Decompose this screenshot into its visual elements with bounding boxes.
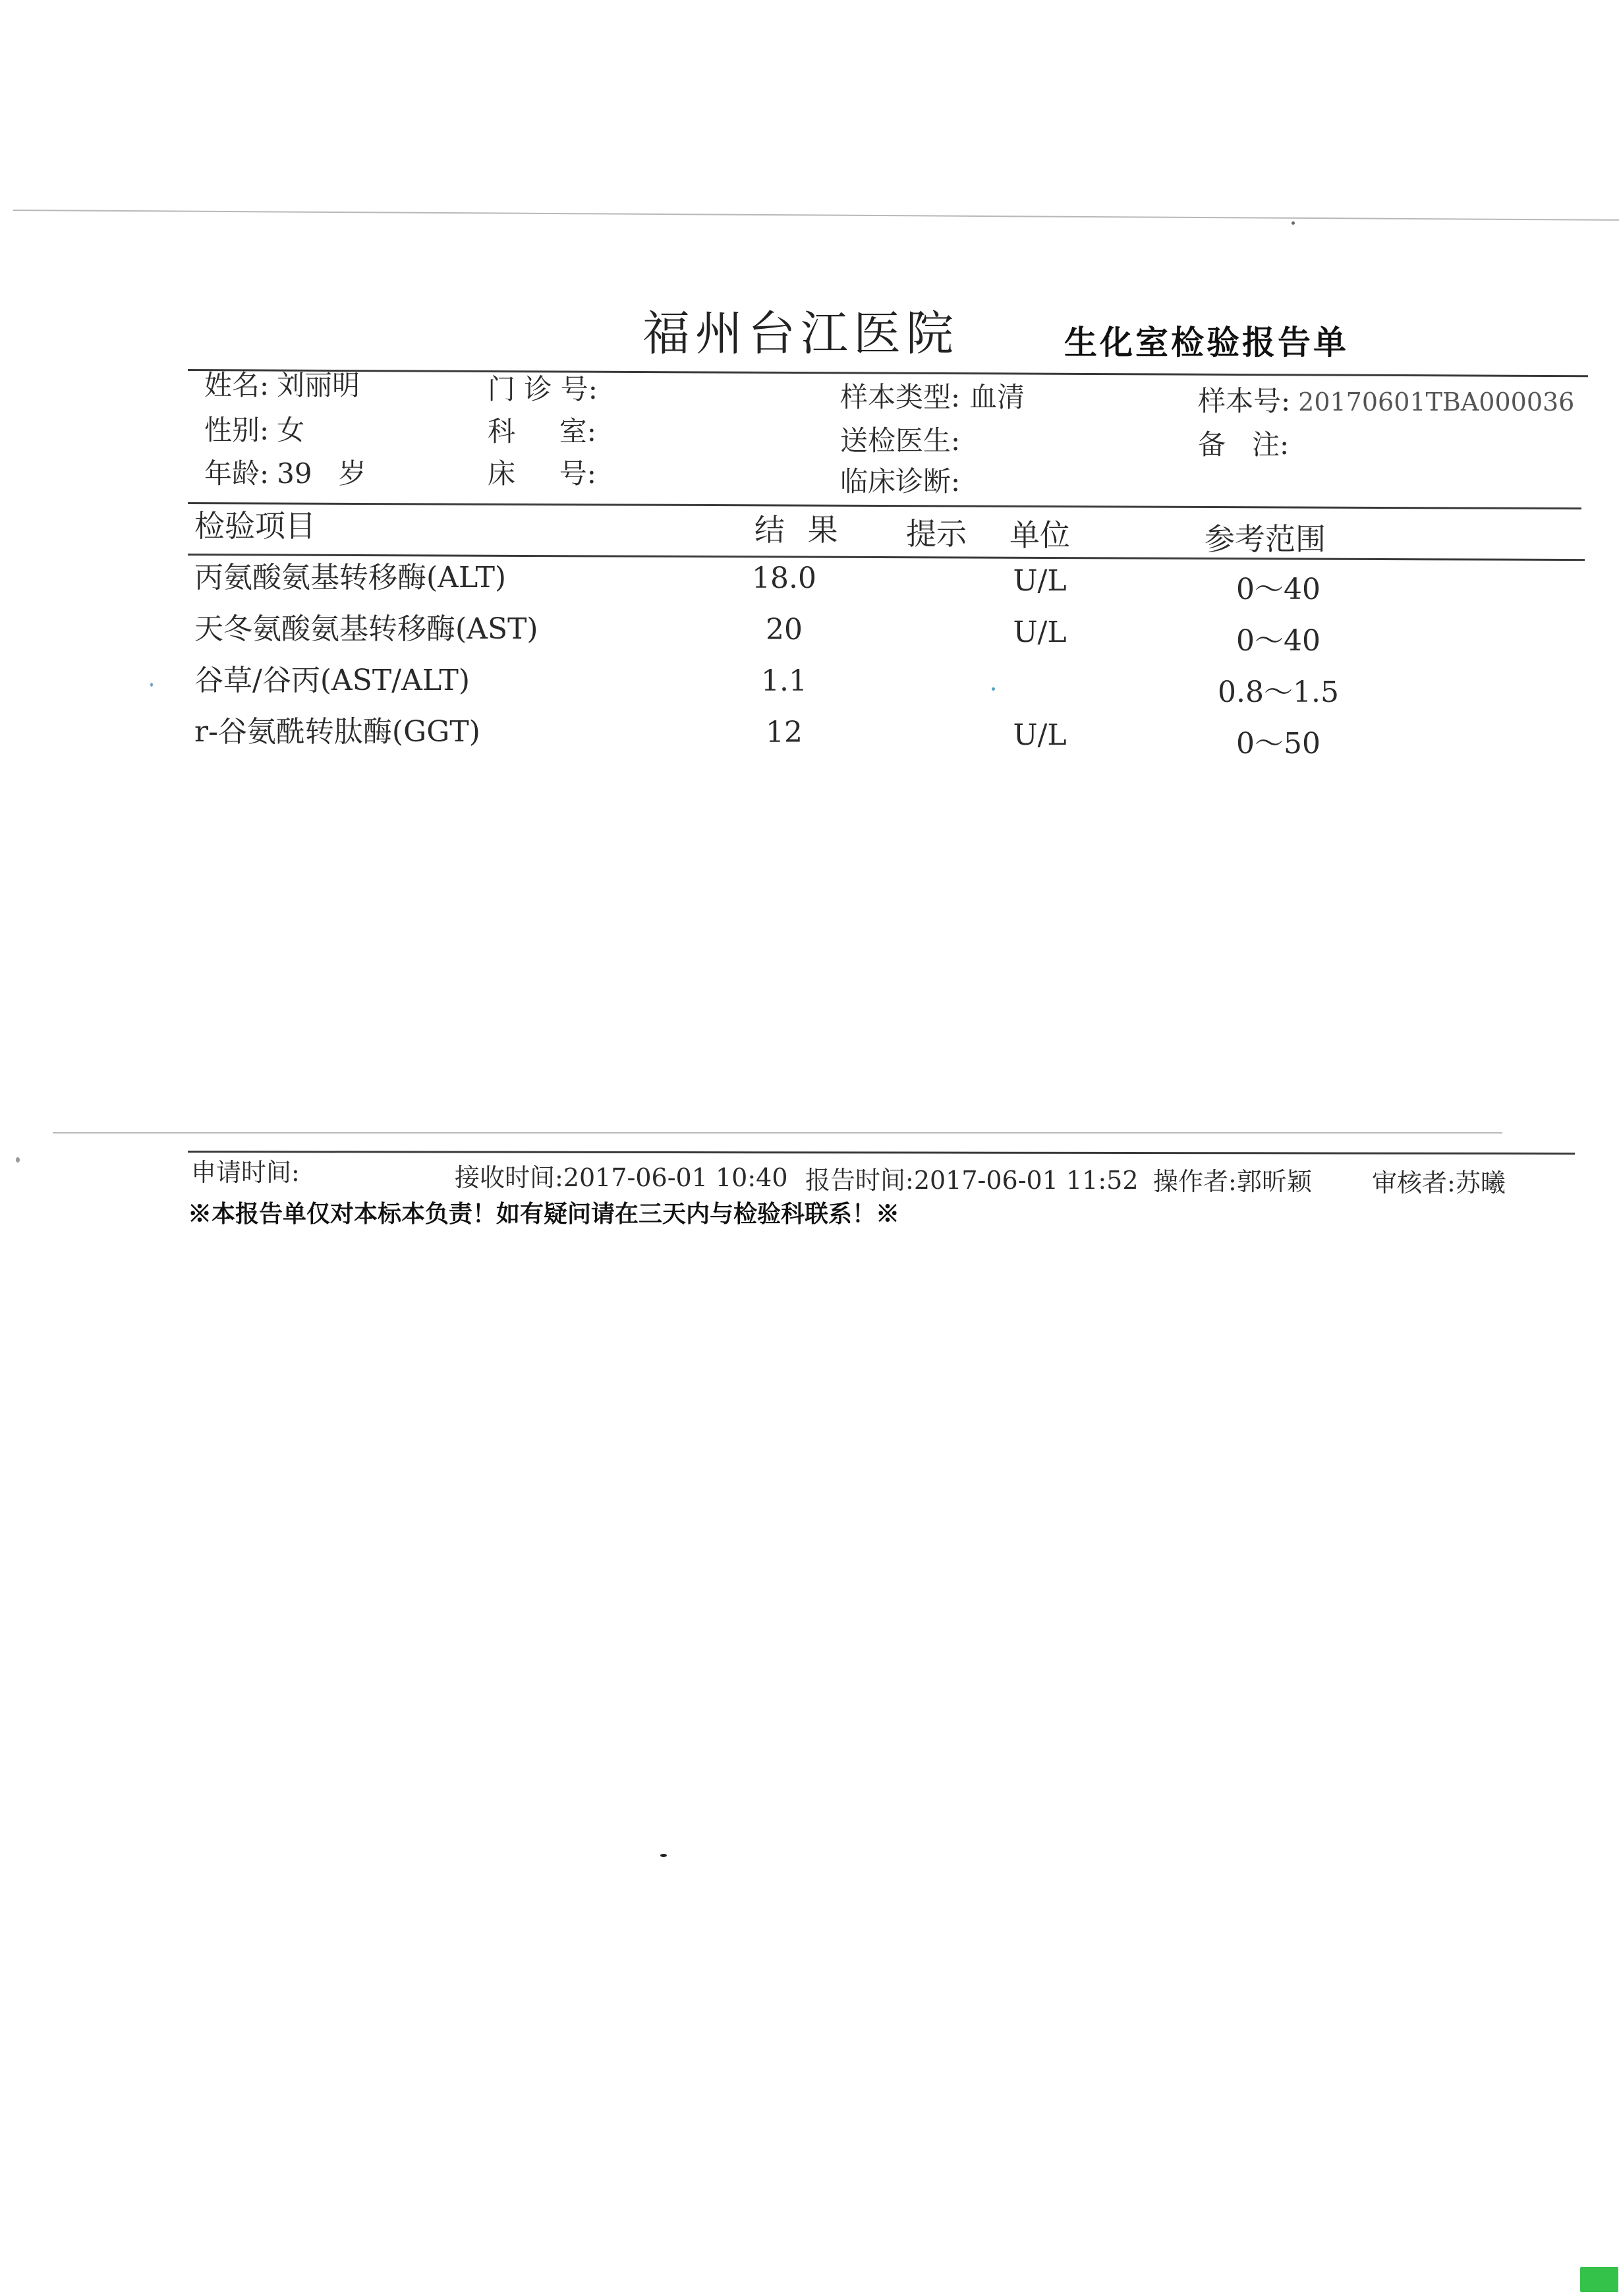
- sample-type-label: 样本类型:: [840, 381, 961, 413]
- report-time-field: [805, 1160, 1139, 1196]
- age-label: 年龄:: [204, 457, 270, 490]
- row-reference: 0～40: [1236, 573, 1321, 606]
- bed-field: [488, 452, 596, 492]
- scan-speck: [1292, 221, 1295, 225]
- sample-type: 血清: [969, 381, 1025, 413]
- footer-rule: [188, 1151, 1575, 1155]
- row-item: 天冬氨酸氨基转移酶(AST): [194, 612, 538, 646]
- row-reference: 0～50: [1236, 727, 1321, 761]
- name-field: [204, 364, 360, 403]
- operator: 郭昕颖: [1236, 1167, 1312, 1196]
- row-reference: 0～40: [1236, 624, 1321, 658]
- report-time: 2017-06-01 11:52: [913, 1166, 1139, 1195]
- scan-speck: [16, 1157, 20, 1162]
- col-header-item: 检验项目: [194, 508, 316, 544]
- row-result: 18.0: [752, 561, 816, 595]
- patient-age: 39: [277, 457, 312, 490]
- age-unit: 岁: [338, 457, 366, 490]
- table-top-rule: [188, 502, 1581, 509]
- disclaimer-notice: ※本报告单仅对本标本负责！如有疑问请在三天内与检验科联系！※: [188, 1200, 900, 1228]
- corner-badge: [1580, 2267, 1618, 2292]
- dept-label: 科 室:: [488, 415, 596, 447]
- apply-time-field: [191, 1152, 300, 1188]
- operator-field: [1153, 1161, 1312, 1197]
- sample-no: 20170601TBA000036: [1298, 387, 1575, 416]
- clinic-no-label: 门 诊 号:: [488, 373, 598, 405]
- reviewer-field: [1372, 1162, 1506, 1199]
- row-unit: U/L: [1013, 718, 1067, 752]
- diagnosis-field: [840, 460, 960, 500]
- row-result: 12: [766, 716, 803, 749]
- bed-label: 床 号:: [488, 457, 596, 490]
- remark-field: [1198, 423, 1289, 463]
- sample-type-field: [840, 376, 1025, 415]
- sex-field: [204, 409, 304, 448]
- row-unit: U/L: [1013, 564, 1067, 598]
- col-header-unit: 单位: [1009, 517, 1070, 553]
- reviewer-label: 审核者:: [1372, 1168, 1456, 1197]
- sample-no-label: 样本号:: [1198, 385, 1291, 417]
- patient-name: 刘丽明: [277, 369, 360, 401]
- remark-label: 备 注:: [1198, 428, 1290, 461]
- row-item: 丙氨酸氨基转移酶(ALT): [194, 561, 507, 594]
- apply-time-label: 申请时间:: [191, 1158, 300, 1187]
- receive-time-field: [455, 1157, 788, 1193]
- row-item: r-谷氨酰转肽酶(GGT): [194, 715, 480, 749]
- receive-time-label: 接收时间:: [455, 1163, 563, 1192]
- row-result: 20: [766, 613, 803, 646]
- doctor-field: [840, 419, 960, 459]
- sample-no-field: [1198, 380, 1574, 419]
- scan-speck: [660, 1854, 667, 1857]
- age-field: [204, 452, 366, 492]
- sex-label: 性别:: [204, 414, 270, 446]
- row-unit: U/L: [1013, 616, 1067, 649]
- badge-mark: [1580, 2267, 1618, 2292]
- scan-speck: [992, 687, 995, 691]
- reviewer: 苏曦: [1455, 1168, 1506, 1197]
- row-result: 1.1: [761, 664, 807, 698]
- receive-time: 2017-06-01 10:40: [563, 1163, 788, 1192]
- scan-top-edge: [13, 210, 1619, 221]
- scan-mid-edge: [53, 1132, 1502, 1134]
- operator-label: 操作者:: [1153, 1167, 1237, 1196]
- report-title: 生化室检验报告单: [1064, 323, 1349, 362]
- scan-speck: [150, 683, 153, 687]
- name-label: 姓名:: [204, 369, 270, 401]
- report-time-label: 报告时间:: [805, 1166, 914, 1195]
- diagnosis-label: 临床诊断:: [840, 465, 961, 498]
- col-header-reference: 参考范围: [1205, 521, 1326, 557]
- col-header-hint: 提示: [906, 516, 967, 552]
- patient-sex: 女: [277, 414, 305, 446]
- col-header-result: 结 果: [754, 512, 845, 548]
- dept-field: [488, 410, 596, 449]
- row-reference: 0.8～1.5: [1218, 675, 1339, 709]
- clinic-no-field: [488, 368, 598, 407]
- row-item: 谷草/谷丙(AST/ALT): [194, 664, 470, 697]
- hospital-name: 福州台江医院: [642, 306, 959, 361]
- doctor-label: 送检医生:: [840, 424, 961, 457]
